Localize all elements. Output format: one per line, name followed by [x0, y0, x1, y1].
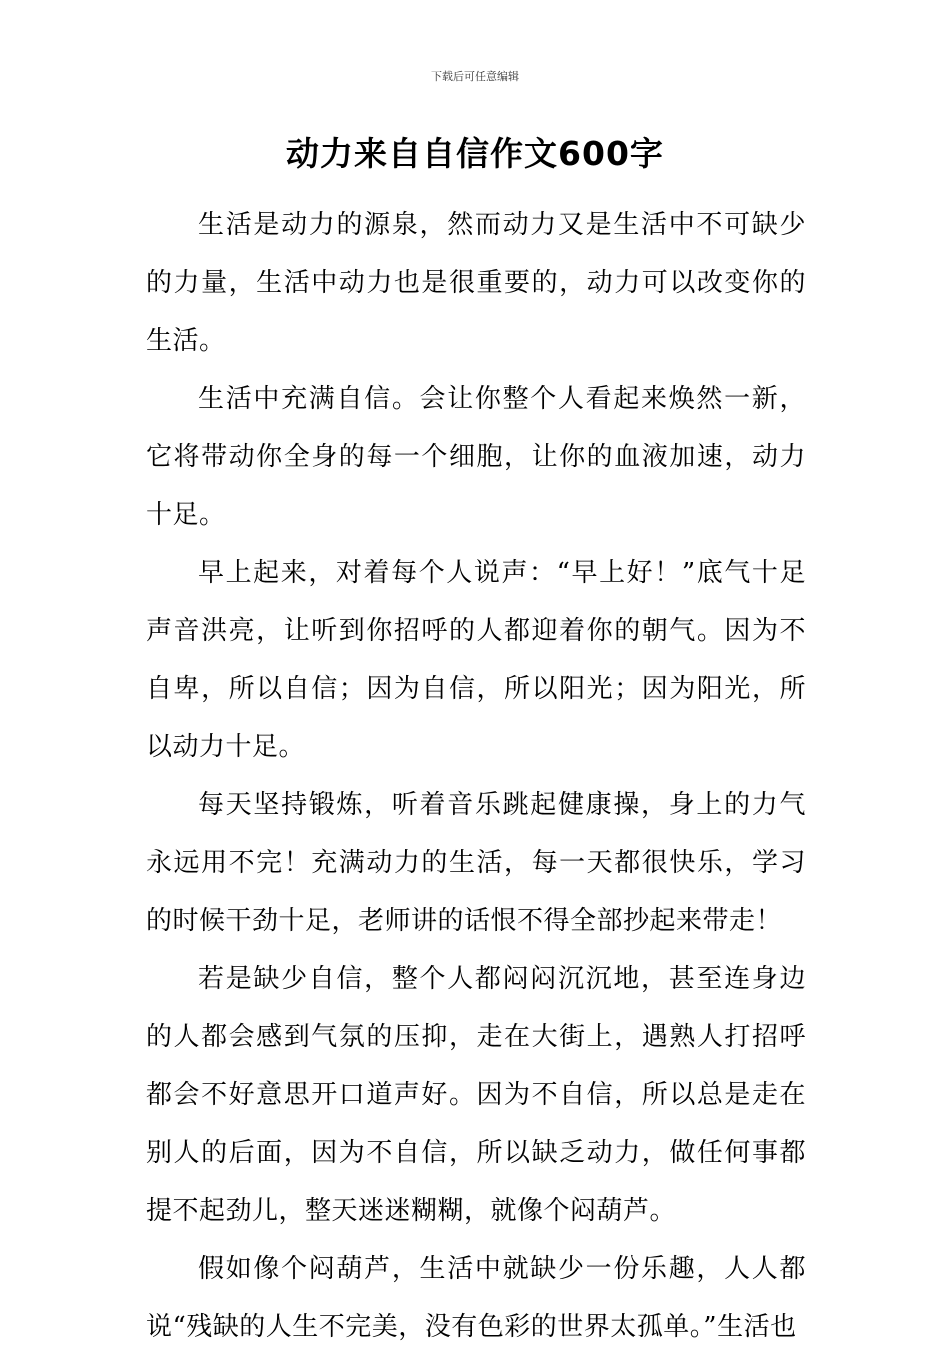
header-note: 下载后可任意编辑	[431, 70, 519, 83]
paragraph-3: 早上起来，对着每个人说声：“早上好！”底气十足声音洪亮，让听到你招呼的人都迎着你的朝气。因为不自卑，所以自信；因为自信，所以阳光；因为阳光，所以动力十足。	[146, 558, 806, 762]
paragraph-2: 生活中充满自信。会让你整个人看起来焕然一新，它将带动你全身的每一个细胞，让你的血液加速，动力十足。	[146, 384, 806, 530]
paragraph-4: 每天坚持锻炼，听着音乐跳起健康操，身上的力气永远用不完！充满动力的生活，每一天都很快乐，学习的时候干劲十足，老师讲的话恨不得全部抄起来带走！	[146, 790, 806, 936]
document-title: 动力来自自信作文600字	[286, 134, 664, 173]
paragraph-6: 假如像个闷葫芦，生活中就缺少一份乐趣，人人都说“残缺的人生不完美，没有色彩的世界太孤单。”生活也	[146, 1254, 806, 1342]
document-body	[146, 196, 806, 1356]
paragraph-1: 生活是动力的源泉，然而动力又是生活中不可缺少的力量，生活中动力也是很重要的，动力可以改变你的生活。	[146, 210, 806, 356]
paragraph-5: 若是缺少自信，整个人都闷闷沉沉地，甚至连身边的人都会感到气氛的压抑，走在大街上，遇熟人打招呼都会不好意思开口道声好。因为不自信，所以总是走在别人的后面，因为不自信，所以缺乏动力，做任何事都提不起劲儿，整天迷迷糊糊，就像个闷葫芦。	[146, 964, 806, 1226]
